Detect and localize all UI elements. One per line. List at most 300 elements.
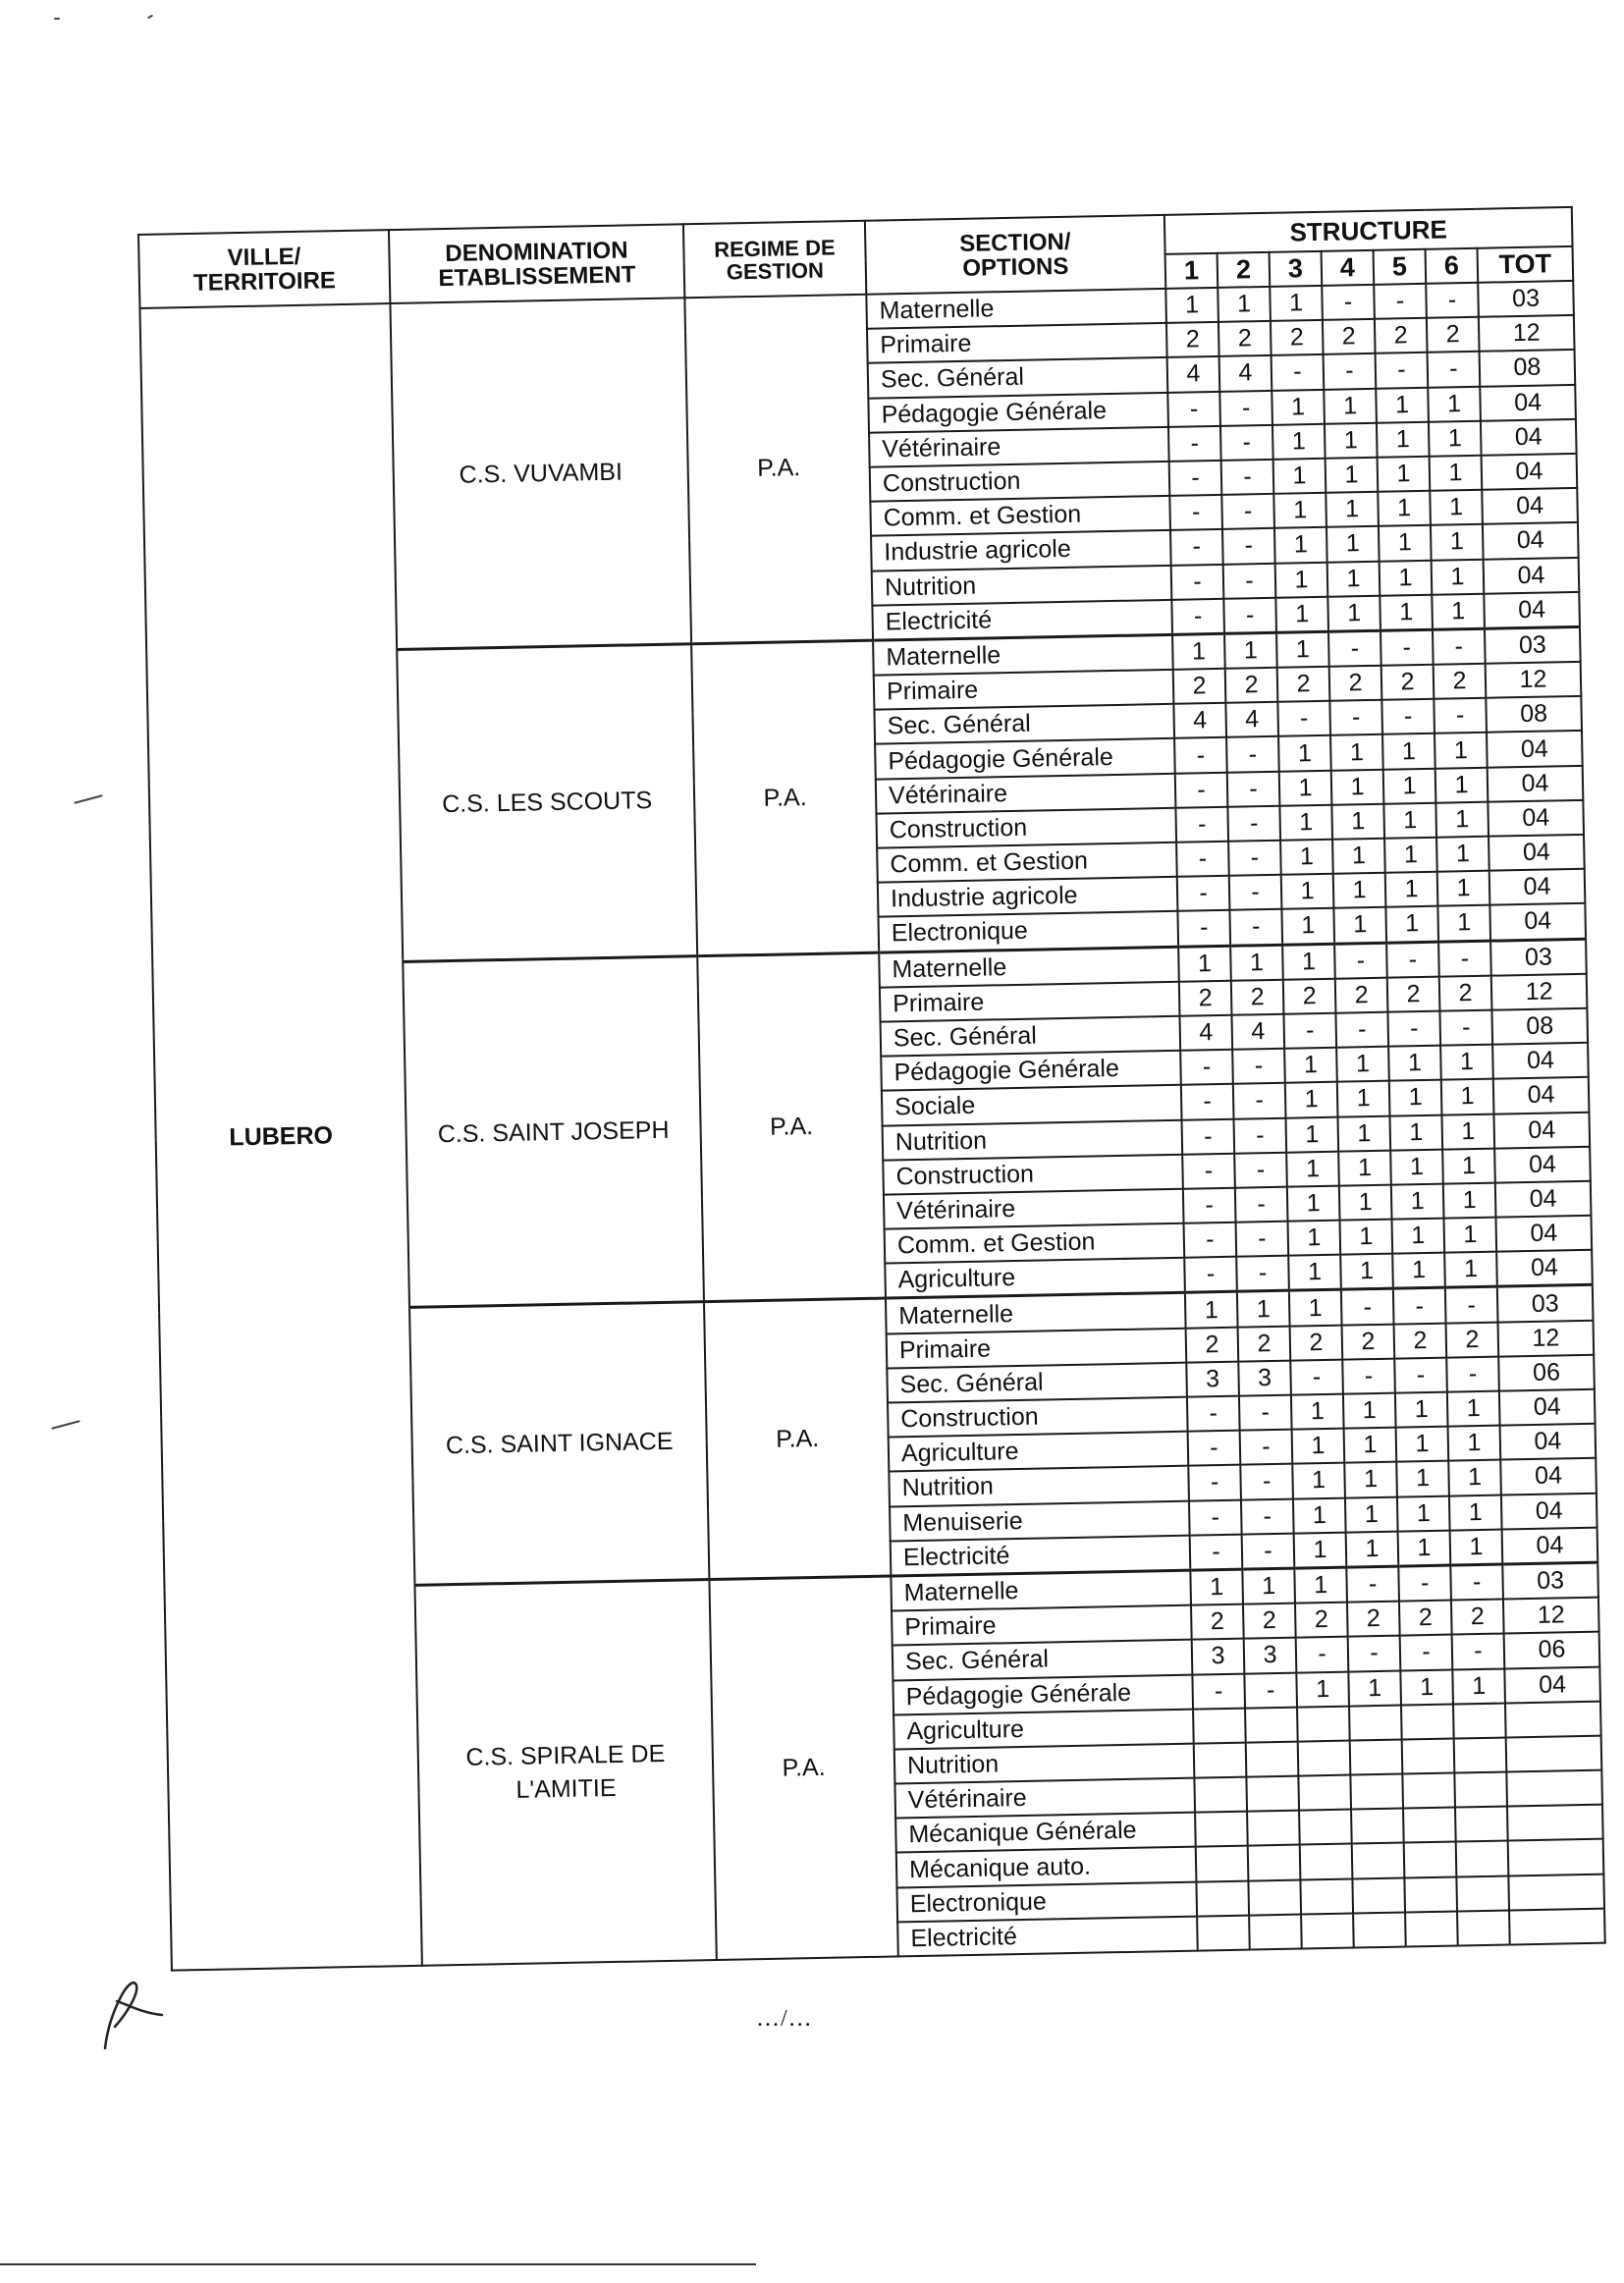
level-6-cell xyxy=(1453,1703,1506,1738)
total-cell: 04 xyxy=(1492,1043,1589,1079)
level-5-cell: 2 xyxy=(1394,1323,1447,1358)
level-1-cell: 2 xyxy=(1173,669,1226,704)
level-6-cell: 1 xyxy=(1435,733,1488,768)
level-1-cell: - xyxy=(1169,461,1222,496)
section-option: Nutrition xyxy=(889,1466,1189,1506)
section-option: Mécanique Générale xyxy=(895,1813,1196,1853)
establishment-regime: P.A. xyxy=(691,640,879,955)
level-5-cell xyxy=(1405,1911,1458,1946)
level-5-cell: 1 xyxy=(1378,491,1431,526)
level-6-cell xyxy=(1456,1875,1509,1911)
level-2-cell xyxy=(1246,1741,1299,1776)
ville-territoire-cell: LUBERO xyxy=(139,303,421,1971)
level-6-cell: 1 xyxy=(1443,1183,1496,1219)
level-3-cell: 1 xyxy=(1282,944,1335,980)
level-6-cell: 1 xyxy=(1431,524,1484,560)
header-denomination xyxy=(389,224,684,303)
section-option: Vétérinaire xyxy=(884,1189,1184,1229)
total-cell: 04 xyxy=(1493,1112,1590,1148)
total-cell: 08 xyxy=(1480,350,1576,386)
level-1-cell: - xyxy=(1171,599,1224,635)
level-4-cell: 2 xyxy=(1347,1602,1400,1637)
level-2-cell: - xyxy=(1240,1430,1293,1465)
level-4-cell: 1 xyxy=(1345,1496,1398,1532)
section-option: Pédagogie Générale xyxy=(893,1674,1193,1714)
level-3-cell: - xyxy=(1272,354,1325,390)
total-cell: 04 xyxy=(1494,1146,1591,1182)
level-5-cell: - xyxy=(1387,1011,1440,1047)
total-cell: 03 xyxy=(1478,281,1574,317)
level-4-cell: 1 xyxy=(1344,1428,1397,1463)
section-option: Comm. et Gestion xyxy=(885,1223,1185,1264)
level-1-cell: - xyxy=(1184,1257,1237,1293)
level-4-cell xyxy=(1352,1877,1405,1913)
establishment-name: C.S. SAINT IGNACE xyxy=(409,1302,709,1585)
section-option: Industrie agricole xyxy=(871,530,1171,571)
level-1-cell: - xyxy=(1180,1050,1233,1085)
level-2-cell: 4 xyxy=(1225,702,1278,737)
total-cell: 04 xyxy=(1482,488,1578,524)
header-ville-line2: TERRITOIRE xyxy=(192,266,337,297)
header-level-1: 1 xyxy=(1165,253,1218,289)
level-2-cell: 1 xyxy=(1237,1291,1290,1328)
level-5-cell: 1 xyxy=(1378,457,1431,492)
establishment-regime: P.A. xyxy=(704,1299,891,1580)
scan-mark xyxy=(54,18,60,20)
level-6-cell: 1 xyxy=(1437,871,1490,906)
level-2-cell: 1 xyxy=(1242,1568,1295,1604)
level-3-cell: 1 xyxy=(1292,1463,1345,1498)
section-option: Construction xyxy=(876,808,1176,848)
level-1-cell: - xyxy=(1177,876,1230,911)
level-3-cell: 1 xyxy=(1270,286,1323,321)
section-option: Agriculture xyxy=(885,1258,1185,1299)
level-5-cell: - xyxy=(1374,284,1427,319)
header-section xyxy=(865,215,1165,295)
section-option: Menuiserie xyxy=(890,1500,1190,1541)
level-4-cell: 1 xyxy=(1333,873,1386,908)
level-6-cell xyxy=(1457,1910,1510,1945)
level-1-cell: - xyxy=(1177,910,1230,947)
section-option: Primaire xyxy=(874,670,1174,710)
section-option: Pédagogie Générale xyxy=(881,1051,1181,1091)
level-4-cell: 1 xyxy=(1339,1185,1392,1221)
level-4-cell: 1 xyxy=(1340,1220,1393,1255)
level-5-cell: 1 xyxy=(1379,525,1432,561)
section-option: Sec. Général xyxy=(881,1016,1181,1057)
level-1-cell: 1 xyxy=(1165,288,1218,323)
level-3-cell: 1 xyxy=(1279,805,1332,841)
total-cell: 04 xyxy=(1488,800,1584,837)
level-6-cell: 1 xyxy=(1435,802,1489,838)
level-4-cell: 1 xyxy=(1331,769,1384,804)
level-2-cell: - xyxy=(1219,390,1272,425)
level-4-cell: 1 xyxy=(1327,561,1380,596)
level-6-cell: 1 xyxy=(1437,905,1490,942)
level-5-cell xyxy=(1403,1808,1456,1843)
level-6-cell: 1 xyxy=(1442,1148,1495,1183)
school-structure-sheet xyxy=(137,206,1604,1996)
level-6-cell: - xyxy=(1452,1634,1505,1669)
level-6-cell: 1 xyxy=(1447,1391,1500,1427)
section-option: Construction xyxy=(870,462,1170,502)
level-2-cell: - xyxy=(1222,528,1275,564)
level-3-cell: 1 xyxy=(1281,874,1334,909)
total-cell: 04 xyxy=(1500,1458,1597,1495)
level-4-cell: 1 xyxy=(1327,595,1380,631)
section-option: Construction xyxy=(888,1397,1188,1438)
level-3-cell: 1 xyxy=(1273,459,1326,494)
level-6-cell: 1 xyxy=(1435,767,1489,802)
level-2-cell: 2 xyxy=(1238,1326,1291,1361)
section-option: Sec. Général xyxy=(868,357,1168,398)
level-2-cell: 3 xyxy=(1238,1360,1291,1395)
level-6-cell xyxy=(1454,1737,1507,1772)
level-5-cell xyxy=(1402,1738,1455,1773)
section-option: Primaire xyxy=(887,1328,1187,1368)
total-cell: 03 xyxy=(1497,1285,1594,1323)
level-3-cell xyxy=(1300,1844,1353,1879)
level-2-cell: - xyxy=(1241,1498,1294,1534)
header-ville xyxy=(138,230,390,308)
level-6-cell: 1 xyxy=(1452,1668,1505,1704)
header-structure: STRUCTURE xyxy=(1164,207,1573,254)
level-6-cell: - xyxy=(1433,628,1486,665)
total-cell: 04 xyxy=(1488,765,1584,801)
level-1-cell: - xyxy=(1175,807,1228,843)
header-section-line1: SECTION/ xyxy=(958,228,1071,257)
header-regime-line2: GESTION xyxy=(726,257,825,284)
level-1-cell: - xyxy=(1168,426,1221,462)
level-1-cell: - xyxy=(1183,1188,1236,1223)
level-1-cell xyxy=(1194,1777,1247,1813)
section-option: Pédagogie Générale xyxy=(875,738,1175,779)
section-option: Electricité xyxy=(897,1916,1198,1956)
level-4-cell: 1 xyxy=(1326,526,1380,562)
level-5-cell: - xyxy=(1398,1565,1451,1602)
level-3-cell: 1 xyxy=(1285,1082,1338,1117)
level-3-cell: - xyxy=(1296,1637,1349,1672)
total-cell: 12 xyxy=(1486,662,1582,698)
level-5-cell xyxy=(1401,1704,1454,1739)
level-2-cell xyxy=(1248,1879,1301,1915)
level-1-cell: 1 xyxy=(1172,633,1225,670)
level-2-cell xyxy=(1247,1811,1300,1846)
total-cell: 03 xyxy=(1490,939,1587,976)
level-1-cell: - xyxy=(1169,495,1222,530)
level-6-cell: - xyxy=(1434,698,1487,734)
section-option: Industrie agricole xyxy=(878,877,1178,917)
level-4-cell: - xyxy=(1335,1012,1388,1048)
level-4-cell xyxy=(1352,1843,1405,1878)
level-3-cell: 1 xyxy=(1281,908,1334,945)
header-level-3: 3 xyxy=(1270,251,1323,287)
level-1-cell: - xyxy=(1174,737,1227,773)
level-5-cell: 1 xyxy=(1396,1461,1449,1496)
level-4-cell: 2 xyxy=(1323,319,1376,354)
level-5-cell: 1 xyxy=(1380,560,1433,595)
section-option: Maternelle xyxy=(879,947,1179,988)
section-option: Vétérinaire xyxy=(894,1778,1195,1819)
total-cell: 08 xyxy=(1491,1008,1588,1045)
level-4-cell: 1 xyxy=(1346,1531,1399,1567)
total-cell: 12 xyxy=(1503,1598,1599,1634)
level-1-cell: - xyxy=(1182,1118,1235,1154)
section-option: Comm. et Gestion xyxy=(870,496,1170,536)
level-1-cell: 3 xyxy=(1192,1639,1245,1674)
level-3-cell: 2 xyxy=(1290,1325,1343,1360)
level-6-cell: 2 xyxy=(1434,664,1487,699)
level-2-cell: 4 xyxy=(1219,355,1272,391)
level-4-cell: 1 xyxy=(1343,1393,1396,1429)
level-1-cell: - xyxy=(1167,391,1220,426)
level-3-cell: 2 xyxy=(1277,667,1330,702)
level-2-cell xyxy=(1248,1845,1301,1880)
level-3-cell xyxy=(1298,1775,1351,1811)
level-1-cell: - xyxy=(1175,772,1228,807)
level-1-cell: - xyxy=(1176,842,1229,877)
header-section-line2: OPTIONS xyxy=(962,252,1069,282)
level-2-cell: - xyxy=(1242,1533,1295,1569)
level-2-cell xyxy=(1245,1707,1298,1742)
level-3-cell: 1 xyxy=(1289,1290,1342,1327)
section-option: Vétérinaire xyxy=(869,427,1169,467)
level-4-cell: 2 xyxy=(1335,977,1388,1012)
total-cell: 04 xyxy=(1495,1181,1592,1218)
section-option: Nutrition xyxy=(883,1119,1183,1160)
level-5-cell: 1 xyxy=(1389,1114,1442,1150)
section-option: Sec. Général xyxy=(874,704,1174,744)
level-3-cell: 1 xyxy=(1274,527,1327,563)
level-6-cell: 2 xyxy=(1439,975,1492,1010)
level-5-cell: 1 xyxy=(1384,838,1437,873)
total-cell xyxy=(1507,1805,1603,1841)
level-4-cell xyxy=(1351,1809,1404,1844)
section-option: Primaire xyxy=(892,1605,1192,1646)
level-3-cell: 1 xyxy=(1294,1532,1347,1568)
level-5-cell: 1 xyxy=(1392,1219,1445,1254)
total-cell xyxy=(1506,1770,1602,1807)
establishment-name: C.S. VUVAMBI xyxy=(390,298,691,649)
level-5-cell: 1 xyxy=(1380,594,1433,630)
level-6-cell: 2 xyxy=(1451,1600,1504,1635)
level-6-cell: 1 xyxy=(1441,1079,1494,1114)
level-5-cell: 1 xyxy=(1396,1427,1449,1462)
header-level-6: 6 xyxy=(1426,248,1479,284)
level-6-cell: 1 xyxy=(1441,1114,1494,1149)
scan-mark xyxy=(147,15,153,20)
level-4-cell: 1 xyxy=(1348,1670,1401,1706)
level-6-cell: 1 xyxy=(1430,490,1483,525)
level-3-cell: 1 xyxy=(1273,493,1326,528)
level-1-cell xyxy=(1196,1880,1249,1916)
level-1-cell: 1 xyxy=(1178,946,1231,982)
total-cell: 04 xyxy=(1480,384,1576,420)
level-3-cell: 1 xyxy=(1286,1151,1339,1186)
header-regime-line1: REGIME DE xyxy=(713,234,836,262)
level-4-cell: 1 xyxy=(1333,907,1386,944)
level-3-cell: 1 xyxy=(1293,1497,1346,1533)
level-3-cell: 1 xyxy=(1278,735,1331,771)
signature-icon xyxy=(93,1972,172,2050)
level-2-cell: - xyxy=(1236,1222,1289,1257)
level-3-cell: 1 xyxy=(1276,631,1329,668)
level-4-cell: - xyxy=(1346,1566,1399,1603)
header-level-2: 2 xyxy=(1218,252,1271,288)
level-3-cell: 1 xyxy=(1291,1394,1344,1430)
total-cell xyxy=(1509,1908,1605,1944)
level-1-cell xyxy=(1195,1812,1248,1847)
total-cell: 04 xyxy=(1482,454,1578,490)
total-cell xyxy=(1508,1874,1604,1910)
level-3-cell xyxy=(1301,1913,1354,1948)
level-4-cell: 1 xyxy=(1325,423,1378,459)
section-option: Electronique xyxy=(879,911,1179,952)
level-1-cell: - xyxy=(1189,1499,1242,1535)
level-3-cell: 1 xyxy=(1288,1255,1341,1291)
level-1-cell: - xyxy=(1188,1431,1241,1466)
level-5-cell: - xyxy=(1381,699,1435,734)
total-cell: 04 xyxy=(1499,1389,1596,1426)
level-3-cell: - xyxy=(1290,1359,1343,1394)
section-option: Maternelle xyxy=(866,289,1166,329)
level-6-cell: 1 xyxy=(1448,1460,1501,1495)
section-option: Comm. et Gestion xyxy=(877,843,1177,883)
level-4-cell: 2 xyxy=(1342,1324,1395,1359)
level-4-cell xyxy=(1350,1739,1403,1774)
level-5-cell: - xyxy=(1380,629,1434,666)
total-cell: 06 xyxy=(1504,1632,1600,1668)
level-4-cell: - xyxy=(1342,1358,1395,1393)
establishment-name: C.S. SPIRALE DE L'AMITIE xyxy=(414,1580,716,1966)
table-body xyxy=(139,281,1604,1971)
scan-mark xyxy=(74,794,102,804)
level-1-cell: - xyxy=(1190,1534,1243,1570)
level-6-cell xyxy=(1456,1841,1509,1876)
level-2-cell: 4 xyxy=(1231,1014,1284,1050)
level-1-cell: 3 xyxy=(1186,1361,1239,1396)
level-2-cell: - xyxy=(1235,1187,1288,1223)
level-2-cell: - xyxy=(1221,494,1274,529)
level-4-cell xyxy=(1349,1705,1402,1740)
level-5-cell: 1 xyxy=(1385,872,1438,907)
level-1-cell: 2 xyxy=(1191,1604,1244,1640)
header-level-4: 4 xyxy=(1322,250,1375,286)
level-2-cell: 1 xyxy=(1224,632,1277,669)
level-6-cell: - xyxy=(1439,1010,1492,1046)
level-3-cell: 1 xyxy=(1296,1671,1349,1707)
level-1-cell: - xyxy=(1170,529,1223,565)
total-cell: 06 xyxy=(1498,1355,1595,1391)
level-2-cell: 2 xyxy=(1243,1604,1296,1639)
level-2-cell: 2 xyxy=(1218,321,1272,356)
section-option: Primaire xyxy=(880,982,1180,1022)
level-3-cell: 1 xyxy=(1279,770,1332,805)
level-2-cell: - xyxy=(1227,806,1280,842)
level-4-cell: - xyxy=(1334,943,1387,979)
level-6-cell: - xyxy=(1428,352,1481,387)
total-cell: 12 xyxy=(1498,1320,1595,1356)
level-5-cell: 1 xyxy=(1391,1184,1444,1220)
level-2-cell: - xyxy=(1244,1672,1297,1708)
level-3-cell xyxy=(1297,1706,1350,1741)
level-2-cell: - xyxy=(1221,460,1274,495)
level-5-cell: - xyxy=(1394,1357,1447,1392)
section-option: Primaire xyxy=(867,323,1167,363)
section-option: Maternelle xyxy=(891,1570,1191,1611)
level-2-cell: 1 xyxy=(1230,945,1283,981)
section-option: Agriculture xyxy=(893,1709,1194,1749)
level-4-cell: 1 xyxy=(1332,839,1385,874)
level-2-cell: - xyxy=(1236,1256,1289,1292)
section-option: Sociale xyxy=(882,1085,1182,1125)
total-cell: 03 xyxy=(1485,626,1581,664)
level-6-cell: 1 xyxy=(1428,386,1481,421)
level-2-cell: - xyxy=(1234,1117,1287,1153)
level-6-cell: 1 xyxy=(1432,559,1485,594)
level-1-cell: - xyxy=(1187,1396,1240,1432)
total-cell: 04 xyxy=(1484,557,1580,593)
total-cell: 03 xyxy=(1502,1562,1598,1600)
level-2-cell: - xyxy=(1233,1083,1286,1118)
level-5-cell xyxy=(1404,1842,1457,1877)
level-6-cell: 1 xyxy=(1449,1495,1502,1530)
level-1-cell: - xyxy=(1171,564,1224,599)
level-3-cell: 1 xyxy=(1294,1567,1347,1604)
level-4-cell xyxy=(1353,1912,1406,1947)
level-1-cell: 2 xyxy=(1179,981,1232,1016)
continuation-mark: …/… xyxy=(756,2006,813,2032)
level-5-cell: 1 xyxy=(1398,1530,1451,1566)
bottom-rule xyxy=(0,2263,756,2265)
level-2-cell: 2 xyxy=(1231,979,1284,1014)
establishment-regime: P.A. xyxy=(684,295,873,644)
level-5-cell: 1 xyxy=(1383,768,1436,803)
level-5-cell xyxy=(1402,1773,1455,1809)
establishment-name: C.S. SAINT JOSEPH xyxy=(403,955,704,1308)
level-6-cell: 1 xyxy=(1436,837,1489,872)
level-3-cell: 1 xyxy=(1285,1116,1338,1152)
level-3-cell xyxy=(1300,1878,1353,1914)
level-6-cell: 1 xyxy=(1444,1252,1497,1288)
level-2-cell: - xyxy=(1229,875,1282,910)
level-2-cell: - xyxy=(1239,1395,1292,1431)
level-5-cell: 1 xyxy=(1385,906,1438,943)
level-5-cell: - xyxy=(1400,1635,1453,1670)
section-option: Maternelle xyxy=(886,1293,1186,1334)
level-2-cell: 3 xyxy=(1244,1638,1297,1673)
total-cell: 04 xyxy=(1487,731,1583,767)
section-option: Electricité xyxy=(872,600,1172,641)
level-6-cell xyxy=(1454,1772,1507,1808)
level-6-cell: - xyxy=(1438,941,1491,977)
total-cell: 04 xyxy=(1504,1666,1600,1703)
total-cell xyxy=(1505,1701,1601,1737)
total-cell: 08 xyxy=(1486,696,1582,733)
establishment-name: C.S. LES SCOUTS xyxy=(397,644,697,961)
level-2-cell: - xyxy=(1232,1049,1285,1084)
level-4-cell: 1 xyxy=(1340,1254,1393,1290)
level-1-cell xyxy=(1196,1846,1249,1881)
level-3-cell: 1 xyxy=(1272,424,1326,460)
level-2-cell: - xyxy=(1220,425,1273,461)
level-2-cell: - xyxy=(1223,563,1276,598)
level-2-cell: - xyxy=(1240,1464,1293,1499)
level-6-cell: 2 xyxy=(1446,1322,1499,1357)
level-6-cell: 2 xyxy=(1427,317,1480,353)
level-1-cell: 2 xyxy=(1166,322,1219,357)
total-cell: 04 xyxy=(1502,1527,1598,1564)
